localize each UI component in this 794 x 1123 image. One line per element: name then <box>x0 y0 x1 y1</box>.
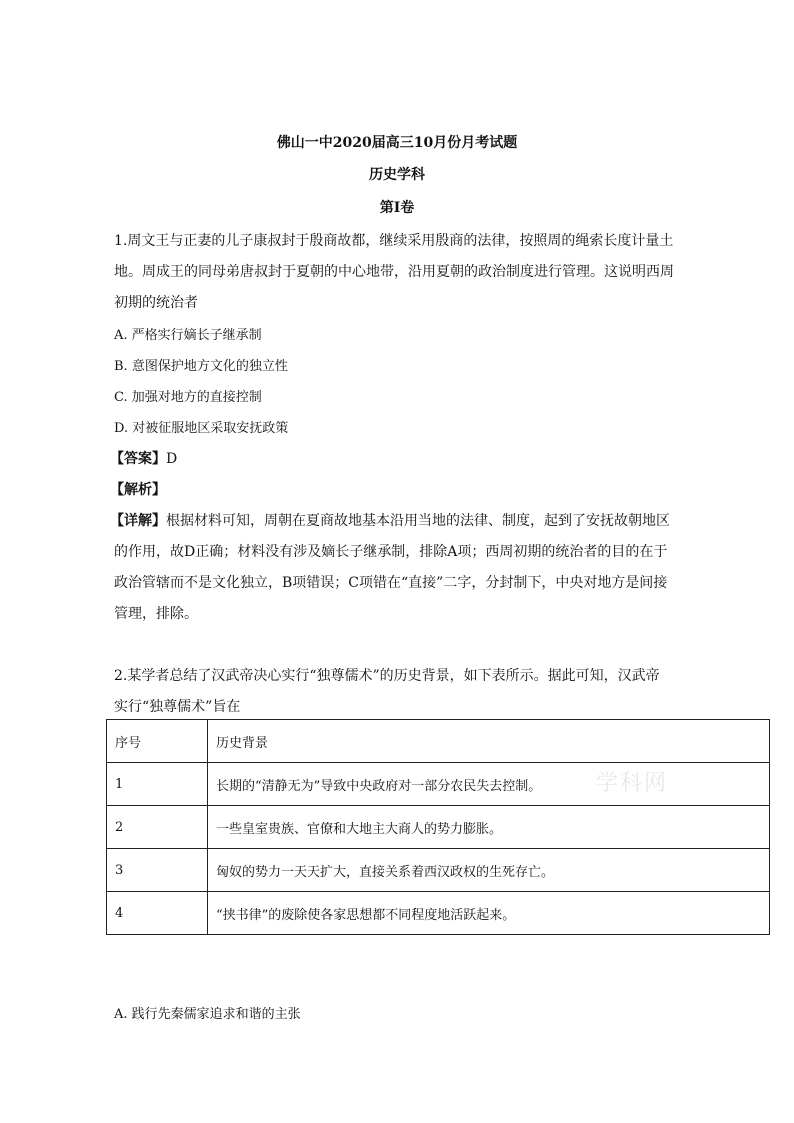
table-cell-background: 一些皇室贵族、官僚和大地主大商人的势力膨胀。 <box>208 806 770 849</box>
answer-value: D <box>166 451 178 467</box>
detail-label: 【详解】 <box>110 513 166 529</box>
background-table <box>106 719 770 935</box>
table-row <box>107 849 770 892</box>
table-cell-index: 3 <box>107 849 208 892</box>
q1-option-c: C. 加强对地方的直接控制 <box>114 390 262 405</box>
q1-detail-line-2: 的作用，故D正确；材料没有涉及嫡长子继承制，排除A项；西周初期的统治者的目的在于 <box>114 544 668 560</box>
table-row <box>107 763 770 806</box>
q1-detail-line-3: 政治管辖而不是文化独立，B项错误；C项错在“直接”二字，分封制下，中央对地方是间接 <box>114 575 668 591</box>
watermark: 学科网 <box>596 771 669 796</box>
school-title: 佛山一中2020届高三10月份月考试题 <box>276 135 518 151</box>
q1-stem-line-3: 初期的统治者 <box>114 295 198 311</box>
q2-stem-line-2: 实行“独尊儒术”旨在 <box>114 699 241 715</box>
q1-option-b: B. 意图保护地方文化的独立性 <box>114 359 288 374</box>
answer-label: 【答案】 <box>110 451 166 467</box>
analysis-label: 【解析】 <box>110 482 166 498</box>
table-cell-background: 匈奴的势力一天天扩大，直接关系着西汉政权的生死存亡。 <box>208 849 770 892</box>
q1-option-d: D. 对被征服地区采取安抚政策 <box>114 421 289 436</box>
table-cell-index: 4 <box>107 892 208 935</box>
table-cell-background: 长期的“清静无为”导致中央政府对一部分农民失去控制。 <box>208 763 770 806</box>
volume-title: 第Ⅰ卷 <box>379 200 415 216</box>
q1-detail-line-4: 管理，排除。 <box>114 606 198 622</box>
q2-option-a: A. 践行先秦儒家追求和谐的主张 <box>114 1007 301 1022</box>
q1-answer <box>110 448 177 468</box>
q1-option-a: A. 严格实行嫡长子继承制 <box>114 328 262 343</box>
table-cell-index: 2 <box>107 806 208 849</box>
subject-title: 历史学科 <box>369 167 425 183</box>
table-row <box>107 892 770 935</box>
detail-text-1: 根据材料可知，周朝在夏商故地基本沿用当地的法律、制度，起到了安抚故朝地区 <box>166 513 670 529</box>
q1-detail-line-1 <box>110 510 670 530</box>
q1-stem-line-1: 1.周文王与正妻的儿子康叔封于殷商故都，继续采用殷商的法律，按照周的绳索长度计量土 <box>114 233 674 249</box>
table-cell-index: 1 <box>107 763 208 806</box>
table-header-index: 序号 <box>107 720 208 763</box>
q2-stem-line-1: 2.某学者总结了汉武帝决心实行“独尊儒术”的历史背景，如下表所示。据此可知，汉武帝 <box>114 668 660 684</box>
table-cell-background: “挟书律”的废除使各家思想都不同程度地活跃起来。 <box>208 892 770 935</box>
table-header-background: 历史背景 <box>208 720 770 763</box>
q1-stem-line-2: 地。周成王的同母弟唐叔封于夏朝的中心地带，沿用夏朝的政治制度进行管理。这说明西周 <box>114 264 674 280</box>
table-row <box>107 806 770 849</box>
table-header-row <box>107 720 770 763</box>
